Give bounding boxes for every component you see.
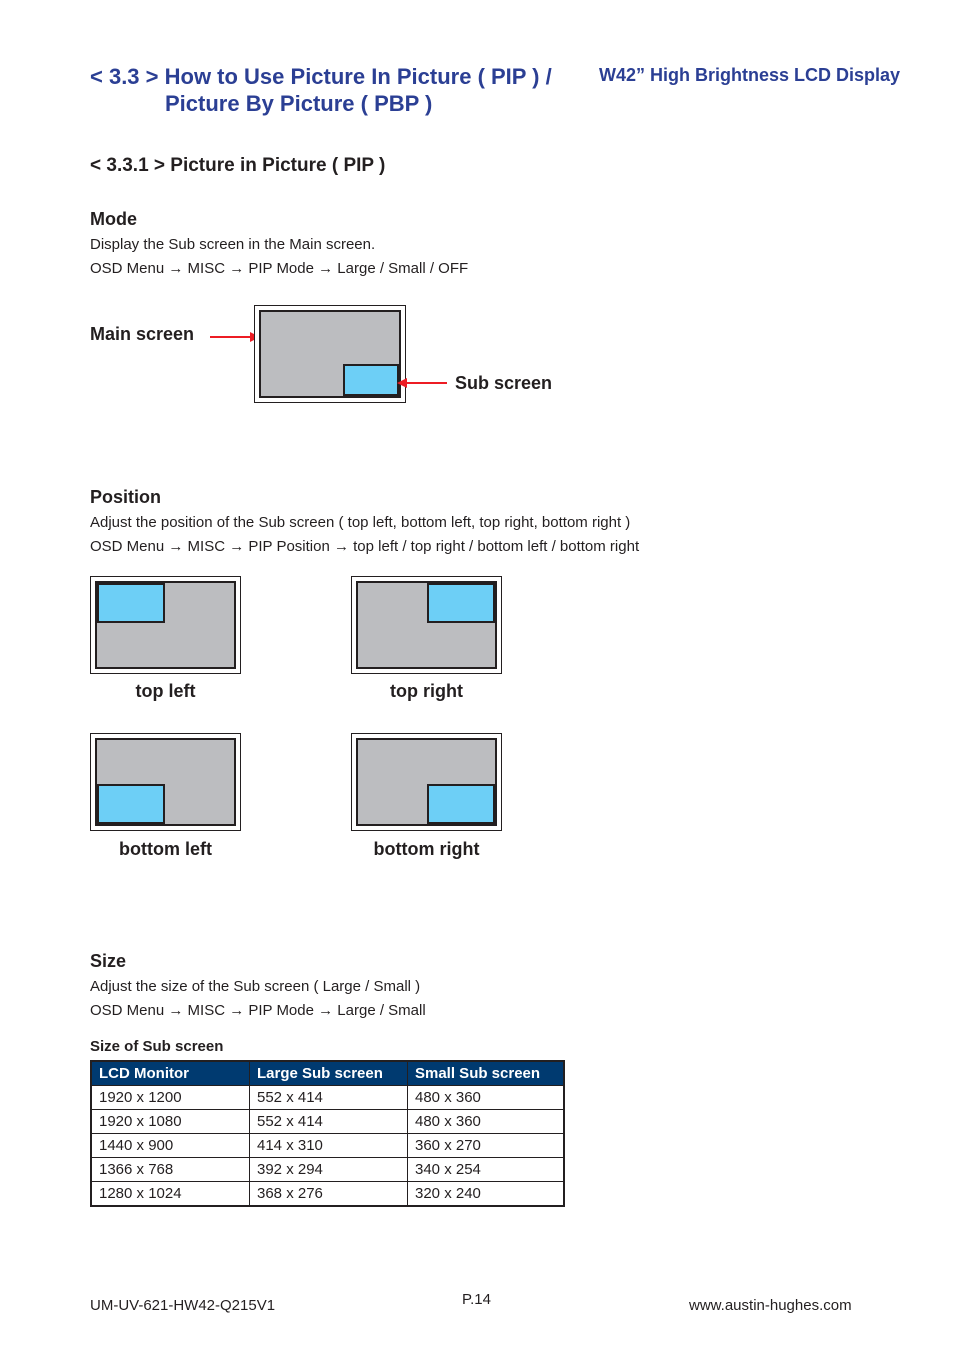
table-cell: 360 x 270 xyxy=(408,1134,565,1158)
mode-description: Display the Sub screen in the Main screen. xyxy=(90,236,376,253)
table-row xyxy=(91,1158,564,1182)
sub-screen-size-table xyxy=(90,1060,565,1207)
document-id: UM-UV-621-HW42-Q215V1 xyxy=(90,1297,276,1314)
page-title-line2: Picture By Picture ( PBP ) xyxy=(165,91,433,116)
mode-osd-path: OSD Menu → MISC → PIP Mode → Large / Small / OFF xyxy=(90,260,469,277)
pip-bottom-left-diagram xyxy=(90,733,241,831)
main-screen-arrow xyxy=(208,330,260,344)
main-screen xyxy=(95,738,236,826)
table-cell: 480 x 360 xyxy=(408,1086,565,1110)
table-cell: 414 x 310 xyxy=(250,1134,408,1158)
website-link[interactable]: www.austin-hughes.com xyxy=(689,1297,852,1314)
table-cell: 1920 x 1200 xyxy=(91,1086,250,1110)
table-row xyxy=(91,1182,564,1207)
table-cell: 552 x 414 xyxy=(250,1086,408,1110)
column-header: LCD Monitor xyxy=(91,1061,250,1086)
size-table-title: Size of Sub screen xyxy=(90,1038,224,1055)
main-screen-label: Main screen xyxy=(90,324,195,344)
table-row xyxy=(91,1110,564,1134)
caption-bottom-right: bottom right xyxy=(373,839,480,859)
mode-heading: Mode xyxy=(90,209,137,229)
caption-top-left: top left xyxy=(135,681,196,701)
size-heading: Size xyxy=(90,951,127,971)
column-header: Small Sub screen xyxy=(408,1061,565,1086)
pip-top-right-diagram xyxy=(351,576,502,674)
section-title: < 3.3.1 > Picture in Picture ( PIP ) xyxy=(90,155,386,176)
main-screen xyxy=(259,310,401,398)
main-screen xyxy=(95,581,236,669)
size-description: Adjust the size of the Sub screen ( Large / Small ) xyxy=(90,978,421,995)
mode-diagram xyxy=(254,305,406,403)
size-osd-path: OSD Menu → MISC → PIP Mode → Large / Small xyxy=(90,1002,426,1019)
caption-bottom-left: bottom left xyxy=(119,839,212,859)
table-cell: 1280 x 1024 xyxy=(91,1182,250,1207)
table-row xyxy=(91,1134,564,1158)
page-number: P.14 xyxy=(462,1291,491,1308)
sub-screen xyxy=(97,784,165,824)
position-description: Adjust the position of the Sub screen ( top left, bottom left, top right, bottom right ) xyxy=(90,514,631,531)
sub-screen xyxy=(343,364,399,396)
column-header: Large Sub screen xyxy=(250,1061,408,1086)
sub-screen-label: Sub screen xyxy=(455,373,553,393)
table-cell: 1366 x 768 xyxy=(91,1158,250,1182)
table-header-row xyxy=(91,1061,564,1086)
pip-top-left-diagram xyxy=(90,576,241,674)
sub-screen xyxy=(427,583,495,623)
sub-screen-arrow xyxy=(397,376,449,390)
table-cell: 480 x 360 xyxy=(408,1110,565,1134)
main-screen xyxy=(356,738,497,826)
caption-top-right: top right xyxy=(390,681,463,701)
sub-screen xyxy=(427,784,495,824)
position-heading: Position xyxy=(90,487,161,507)
table-cell: 1920 x 1080 xyxy=(91,1110,250,1134)
table-cell: 552 x 414 xyxy=(250,1110,408,1134)
table-cell: 320 x 240 xyxy=(408,1182,565,1207)
pip-bottom-right-diagram xyxy=(351,733,502,831)
table-cell: 1440 x 900 xyxy=(91,1134,250,1158)
position-osd-path: OSD Menu → MISC → PIP Position → top left / top right / bottom left / bottom right xyxy=(90,538,640,555)
table-cell: 340 x 254 xyxy=(408,1158,565,1182)
table-cell: 392 x 294 xyxy=(250,1158,408,1182)
table-cell: 368 x 276 xyxy=(250,1182,408,1207)
main-screen xyxy=(356,581,497,669)
table-row xyxy=(91,1086,564,1110)
page-title-line1: < 3.3 > How to Use Picture In Picture ( PIP ) / xyxy=(90,64,552,89)
product-name: W42” High Brightness LCD Display xyxy=(599,65,901,85)
sub-screen xyxy=(97,583,165,623)
